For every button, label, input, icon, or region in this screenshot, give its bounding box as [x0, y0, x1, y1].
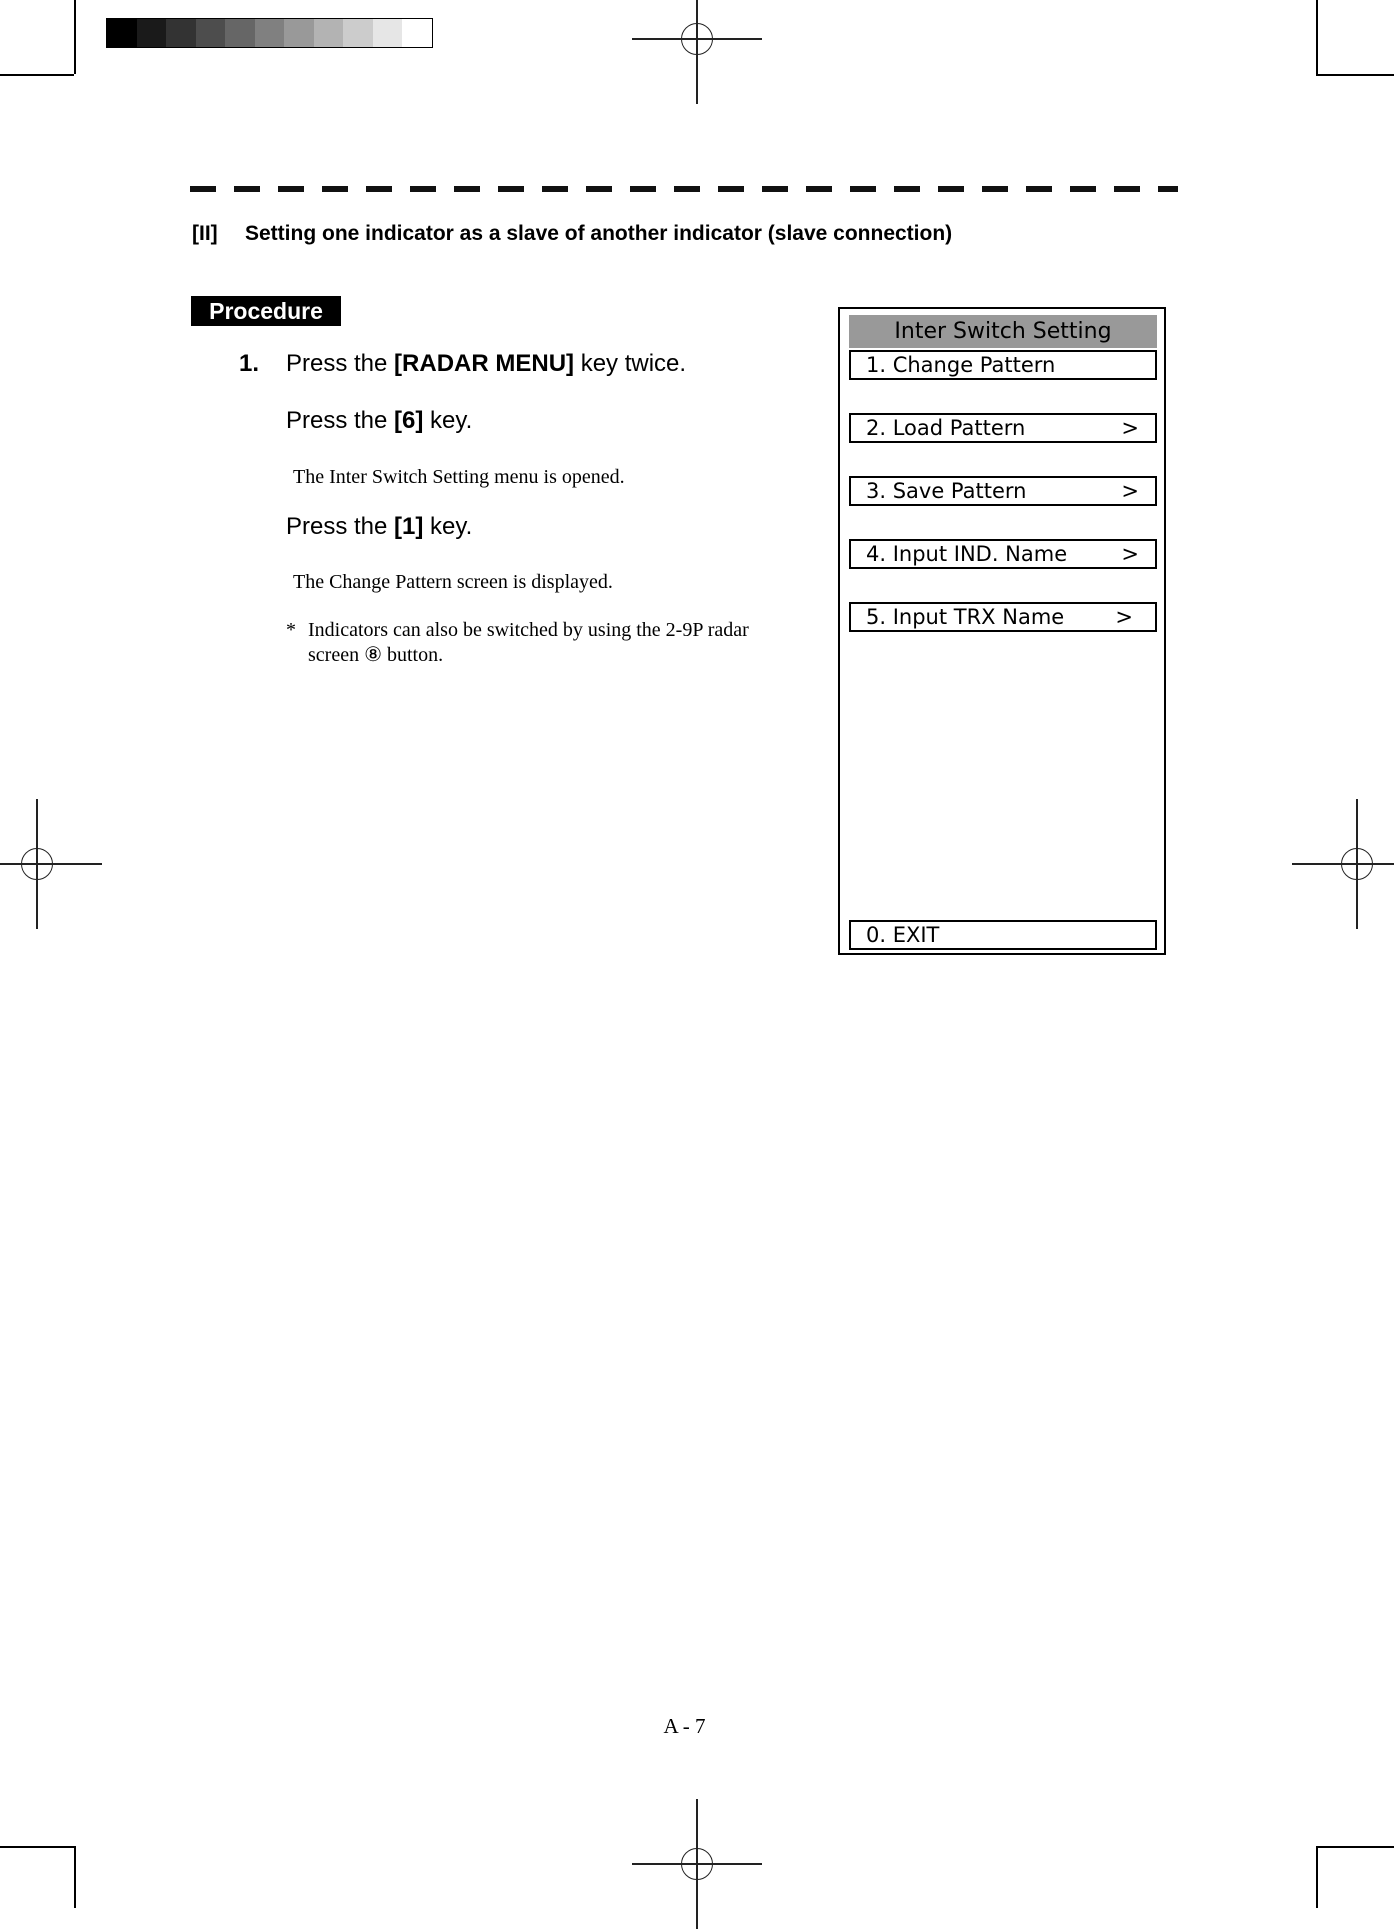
instruction-line-1: Press the [RADAR MENU] key twice.: [286, 350, 687, 377]
procedure-badge: Procedure: [191, 296, 341, 326]
result-note-2: The Change Pattern screen is displayed.: [293, 571, 613, 593]
page-number: A - 7: [663, 1714, 706, 1738]
menu-item-input-ind-name[interactable]: 4. Input IND. Name >: [849, 539, 1157, 569]
key-radar-menu: [RADAR MENU]: [394, 350, 575, 377]
result-note-1: The Inter Switch Setting menu is opened.: [293, 466, 625, 488]
key-6: [6]: [394, 407, 424, 434]
step-number: 1.: [239, 350, 260, 377]
menu-item-load-pattern[interactable]: 2. Load Pattern >: [849, 413, 1157, 443]
chevron-right-icon: >: [1121, 479, 1139, 503]
footnote: * Indicators can also be switched by using the 2-9P radar screen ⑧ button.: [286, 619, 749, 666]
menu-item-exit[interactable]: 0. EXIT: [849, 920, 1157, 950]
section-title: Setting one indicator as a slave of another indicator (slave connection): [245, 222, 953, 245]
key-1: [1]: [394, 513, 424, 540]
instruction-line-2: Press the [6] key.: [286, 407, 473, 434]
menu-title: Inter Switch Setting: [849, 315, 1157, 348]
chevron-right-icon: >: [1121, 416, 1139, 440]
registration-mark-bottom: [632, 1799, 762, 1929]
footnote-marker: *: [286, 619, 296, 641]
section-heading: [192, 222, 952, 246]
registration-mark-left: [0, 799, 102, 929]
dashed-divider: [190, 186, 1178, 192]
instruction-line-3: Press the [1] key.: [286, 513, 473, 540]
menu-item-change-pattern[interactable]: 1. Change Pattern: [849, 350, 1157, 380]
menu-item-input-trx-name[interactable]: 5. Input TRX Name >: [849, 602, 1157, 632]
registration-mark-top: [632, 0, 762, 104]
menu-item-save-pattern[interactable]: 3. Save Pattern >: [849, 476, 1157, 506]
section-number: [II]: [192, 222, 218, 245]
chevron-right-icon: >: [1115, 605, 1133, 629]
chevron-right-icon: >: [1121, 542, 1139, 566]
registration-mark-right: [1292, 799, 1394, 929]
grayscale-calibration-strip: [106, 18, 433, 48]
